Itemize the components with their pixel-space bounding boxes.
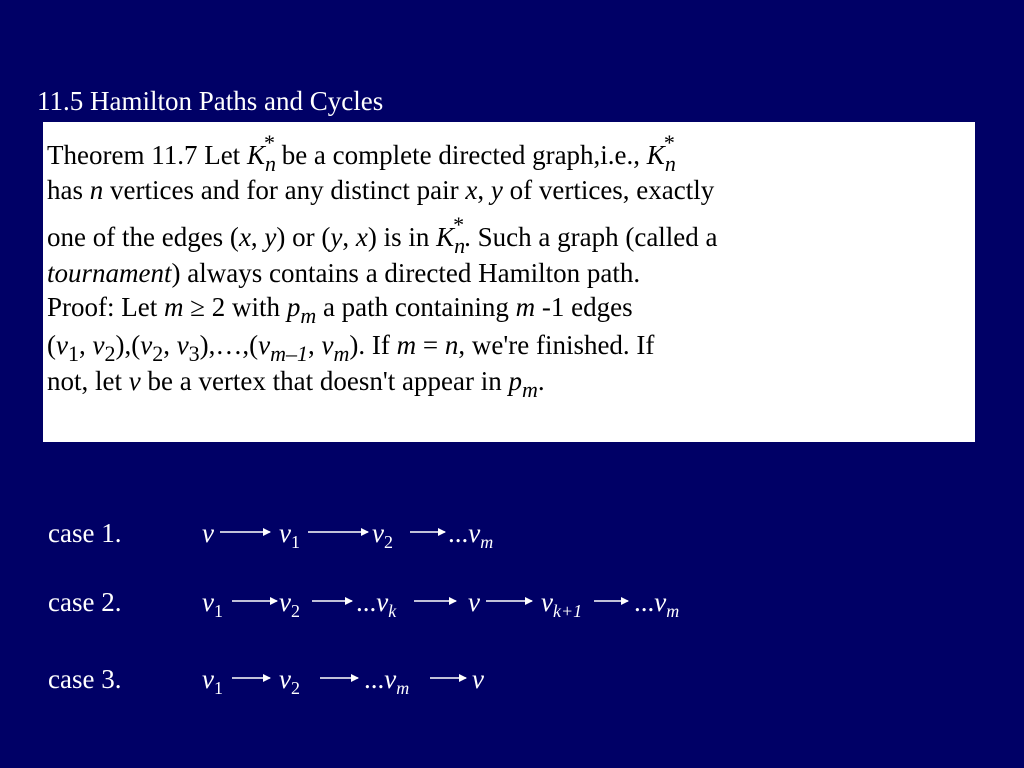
math-v: v — [654, 587, 667, 617]
slide-title: 11.5 Hamilton Paths and Cycles — [37, 86, 384, 116]
dots: ... — [364, 664, 385, 694]
sub-1: 1 — [213, 678, 223, 698]
math-v: v — [202, 518, 214, 548]
math-m: m — [163, 292, 184, 322]
text: not, let — [47, 366, 129, 396]
text: ) is in — [367, 222, 437, 252]
math-sub-1: 1 — [67, 341, 79, 366]
math-v: v — [468, 587, 480, 617]
sub-m: m — [396, 678, 410, 698]
math-p: p — [286, 292, 301, 322]
math-x: x — [355, 222, 368, 252]
text: -1 edges — [535, 292, 633, 322]
math-v: v — [541, 587, 553, 617]
math-v: v — [56, 330, 68, 360]
sub-1: 1 — [213, 601, 223, 621]
math-n: n — [89, 175, 104, 205]
math-sub-n: n — [264, 151, 276, 176]
math-v: v — [279, 587, 291, 617]
math-sub-m-minus-1: m–1 — [270, 341, 309, 366]
case-1-label: case 1. — [48, 518, 122, 548]
math-v: v — [202, 664, 214, 694]
math-v: v — [372, 518, 384, 548]
tournament-term: tournament — [47, 258, 172, 288]
text: , — [78, 330, 93, 360]
math-K: K — [646, 140, 665, 170]
dots: ... — [448, 518, 469, 548]
math-sub-2: 2 — [104, 341, 116, 366]
math-v: v — [202, 587, 214, 617]
math-x: x — [238, 222, 251, 252]
sub-k-plus-1: k+1 — [552, 601, 583, 621]
case-3-label: case 3. — [48, 664, 122, 694]
dots: ... — [634, 587, 655, 617]
text: , — [342, 222, 356, 252]
math-K: K — [436, 222, 455, 252]
text: , we're finished. If — [458, 330, 655, 360]
sub-2: 2 — [290, 678, 300, 698]
text: be a complete directed graph,i.e., — [274, 140, 647, 170]
sub-m: m — [666, 601, 680, 621]
math-v: v — [279, 664, 291, 694]
case-2-label: case 2. — [48, 587, 122, 617]
math-sub-n: n — [454, 233, 466, 258]
math-v: v — [376, 587, 389, 617]
math-x: x — [465, 175, 478, 205]
math-y: y — [490, 175, 503, 205]
text: vertices and for any distinct pair — [103, 175, 466, 205]
math-sup-star: * — [453, 212, 465, 237]
math-p: p — [508, 366, 522, 396]
sub-1: 1 — [290, 532, 300, 552]
math-sub-n: n — [664, 151, 676, 176]
text: ). If — [349, 330, 397, 360]
text: , — [308, 330, 322, 360]
math-sub-m: m — [333, 341, 350, 366]
math-v: v — [472, 664, 484, 694]
text: , — [250, 222, 265, 252]
sub-m: m — [480, 532, 494, 552]
text: Theorem 11.7 Let — [47, 140, 247, 170]
text: ≥ 2 with — [183, 292, 287, 322]
math-v: v — [128, 366, 141, 396]
text: of vertices, exactly — [502, 175, 715, 205]
text: ) or ( — [276, 222, 331, 252]
math-y: y — [330, 222, 343, 252]
math-sub-m: m — [300, 303, 317, 328]
text: be a vertex that doesn't appear in — [140, 366, 509, 396]
text: , — [163, 330, 177, 360]
math-v: v — [384, 664, 397, 694]
math-n: n — [444, 330, 459, 360]
math-sub-m: m — [521, 377, 538, 402]
text: a path containing — [316, 292, 516, 322]
math-v: v — [321, 330, 334, 360]
math-y: y — [264, 222, 277, 252]
text: one of the edges ( — [47, 222, 239, 252]
math-m: m — [396, 330, 417, 360]
math-sup-star: * — [263, 130, 275, 155]
math-m: m — [515, 292, 536, 322]
math-K: K — [246, 140, 265, 170]
text: = — [416, 330, 445, 360]
text: . — [537, 366, 545, 396]
text: ) always contains a directed Hamilton path. — [171, 258, 641, 288]
math-v: v — [140, 330, 153, 360]
text: ( — [47, 330, 56, 360]
text: Proof: Let — [47, 292, 164, 322]
math-v: v — [468, 518, 481, 548]
sub-2: 2 — [383, 532, 393, 552]
text: , — [477, 175, 491, 205]
math-sub-2: 2 — [152, 341, 164, 366]
math-v: v — [279, 518, 291, 548]
sub-k: k — [388, 601, 397, 621]
math-sup-star: * — [663, 130, 675, 155]
text: has — [47, 175, 90, 205]
math-sub-3: 3 — [188, 341, 200, 366]
dots: ... — [356, 587, 377, 617]
sub-2: 2 — [290, 601, 300, 621]
math-v: v — [92, 330, 105, 360]
text: . Such a graph (called a — [464, 222, 718, 252]
text: ),…,( — [199, 330, 259, 360]
math-v: v — [258, 330, 271, 360]
text: ),( — [115, 330, 141, 360]
math-v: v — [176, 330, 189, 360]
